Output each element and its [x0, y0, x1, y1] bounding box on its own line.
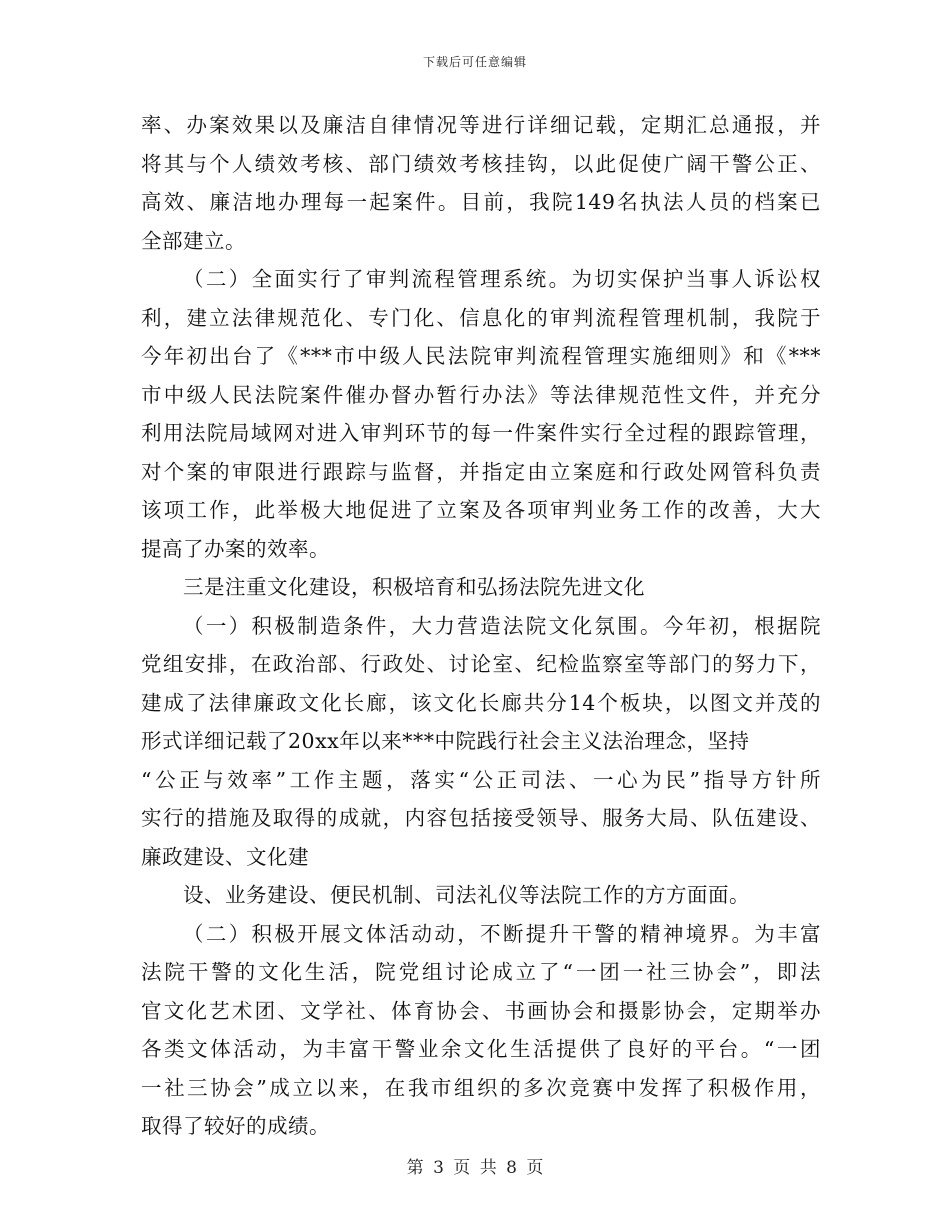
- text-line: 实行的措施及取得的成就，内容包括接受领导、服务大局、队伍建设、: [141, 806, 821, 830]
- text-line: 三是注重文化建设，积极培育和弘扬法院先进文化: [183, 575, 645, 599]
- text-line: 利，建立法律规范化、专门化、信息化的审判流程管理机制，我院于: [141, 305, 821, 330]
- text-line: 高效、廉洁地办理每一起案件。目前，我院149名执法人员的档案已: [141, 190, 821, 214]
- text-line: 今年初出台了《***市中级人民法院审判流程管理实施细则》和《***: [141, 344, 821, 368]
- text-line: 提高了办案的效率。: [141, 536, 330, 561]
- text-line: 形式详细记载了20xx年以来***中院践行社会主义法治理念，坚持: [141, 729, 750, 753]
- text-line: 廉政建设、文化建: [141, 844, 309, 869]
- text-line: 该项工作，此举极大地促进了立案及各项审判业务工作的改善，大大: [141, 498, 821, 522]
- text-line: 市中级人民法院案件催办督办暂行办法》等法律规范性文件，并充分: [141, 382, 821, 407]
- text-line: 率、办案效果以及廉洁自律情况等进行详细记载，定期汇总通报，并: [141, 113, 821, 137]
- text-line: （二）积极开展文体活动动，不断提升干警的精神境界。为丰富: [183, 921, 821, 946]
- text-line: 官文化艺术团、文学社、体育协会、书画协会和摄影协会，定期举办: [141, 998, 821, 1023]
- text-line: 党组安排，在政治部、行政处、讨论室、纪检监察室等部门的努力下，: [141, 652, 821, 676]
- text-line: 取得了较好的成绩。: [141, 1114, 330, 1138]
- text-line: 将其与个人绩效考核、部门绩效考核挂钩，以此促使广阔干警公正、: [141, 151, 821, 176]
- text-line: 法院干警的文化生活，院党组讨论成立了“一团一社三协会”，即法: [141, 960, 821, 984]
- text-line: 全部建立。: [141, 228, 246, 253]
- text-line: （二）全面实行了审判流程管理系统。为切实保护当事人诉讼权: [183, 267, 821, 291]
- document-body: [141, 106, 821, 1146]
- text-line: 各类文体活动，为丰富干警业余文化生活提供了良好的平台。“一团: [141, 1037, 821, 1061]
- page-footer: 第 3 页 共 8 页: [406, 1158, 544, 1178]
- page-header: 下载后可任意编辑: [422, 55, 527, 69]
- text-line: （一）积极制造条件，大力营造法院文化氛围。今年初，根据院: [183, 613, 821, 638]
- text-line: 对个案的审限进行跟踪与监督，并指定由立案庭和行政处网管科负责: [141, 459, 821, 484]
- text-line: 设、业务建设、便民机制、司法礼仪等法院工作的方方面面。: [183, 883, 750, 907]
- text-line: 建成了法律廉政文化长廊，该文化长廊共分14个板块，以图文并茂的: [141, 690, 821, 715]
- text-line: “公正与效率”工作主题，落实“公正司法、一心为民”指导方针所: [141, 767, 821, 792]
- text-line: 利用法院局域网对进入审判环节的每一件案件实行全过程的跟踪管理，: [141, 421, 821, 445]
- text-line: 一社三协会”成立以来，在我市组织的多次竞赛中发挥了积极作用，: [141, 1075, 821, 1100]
